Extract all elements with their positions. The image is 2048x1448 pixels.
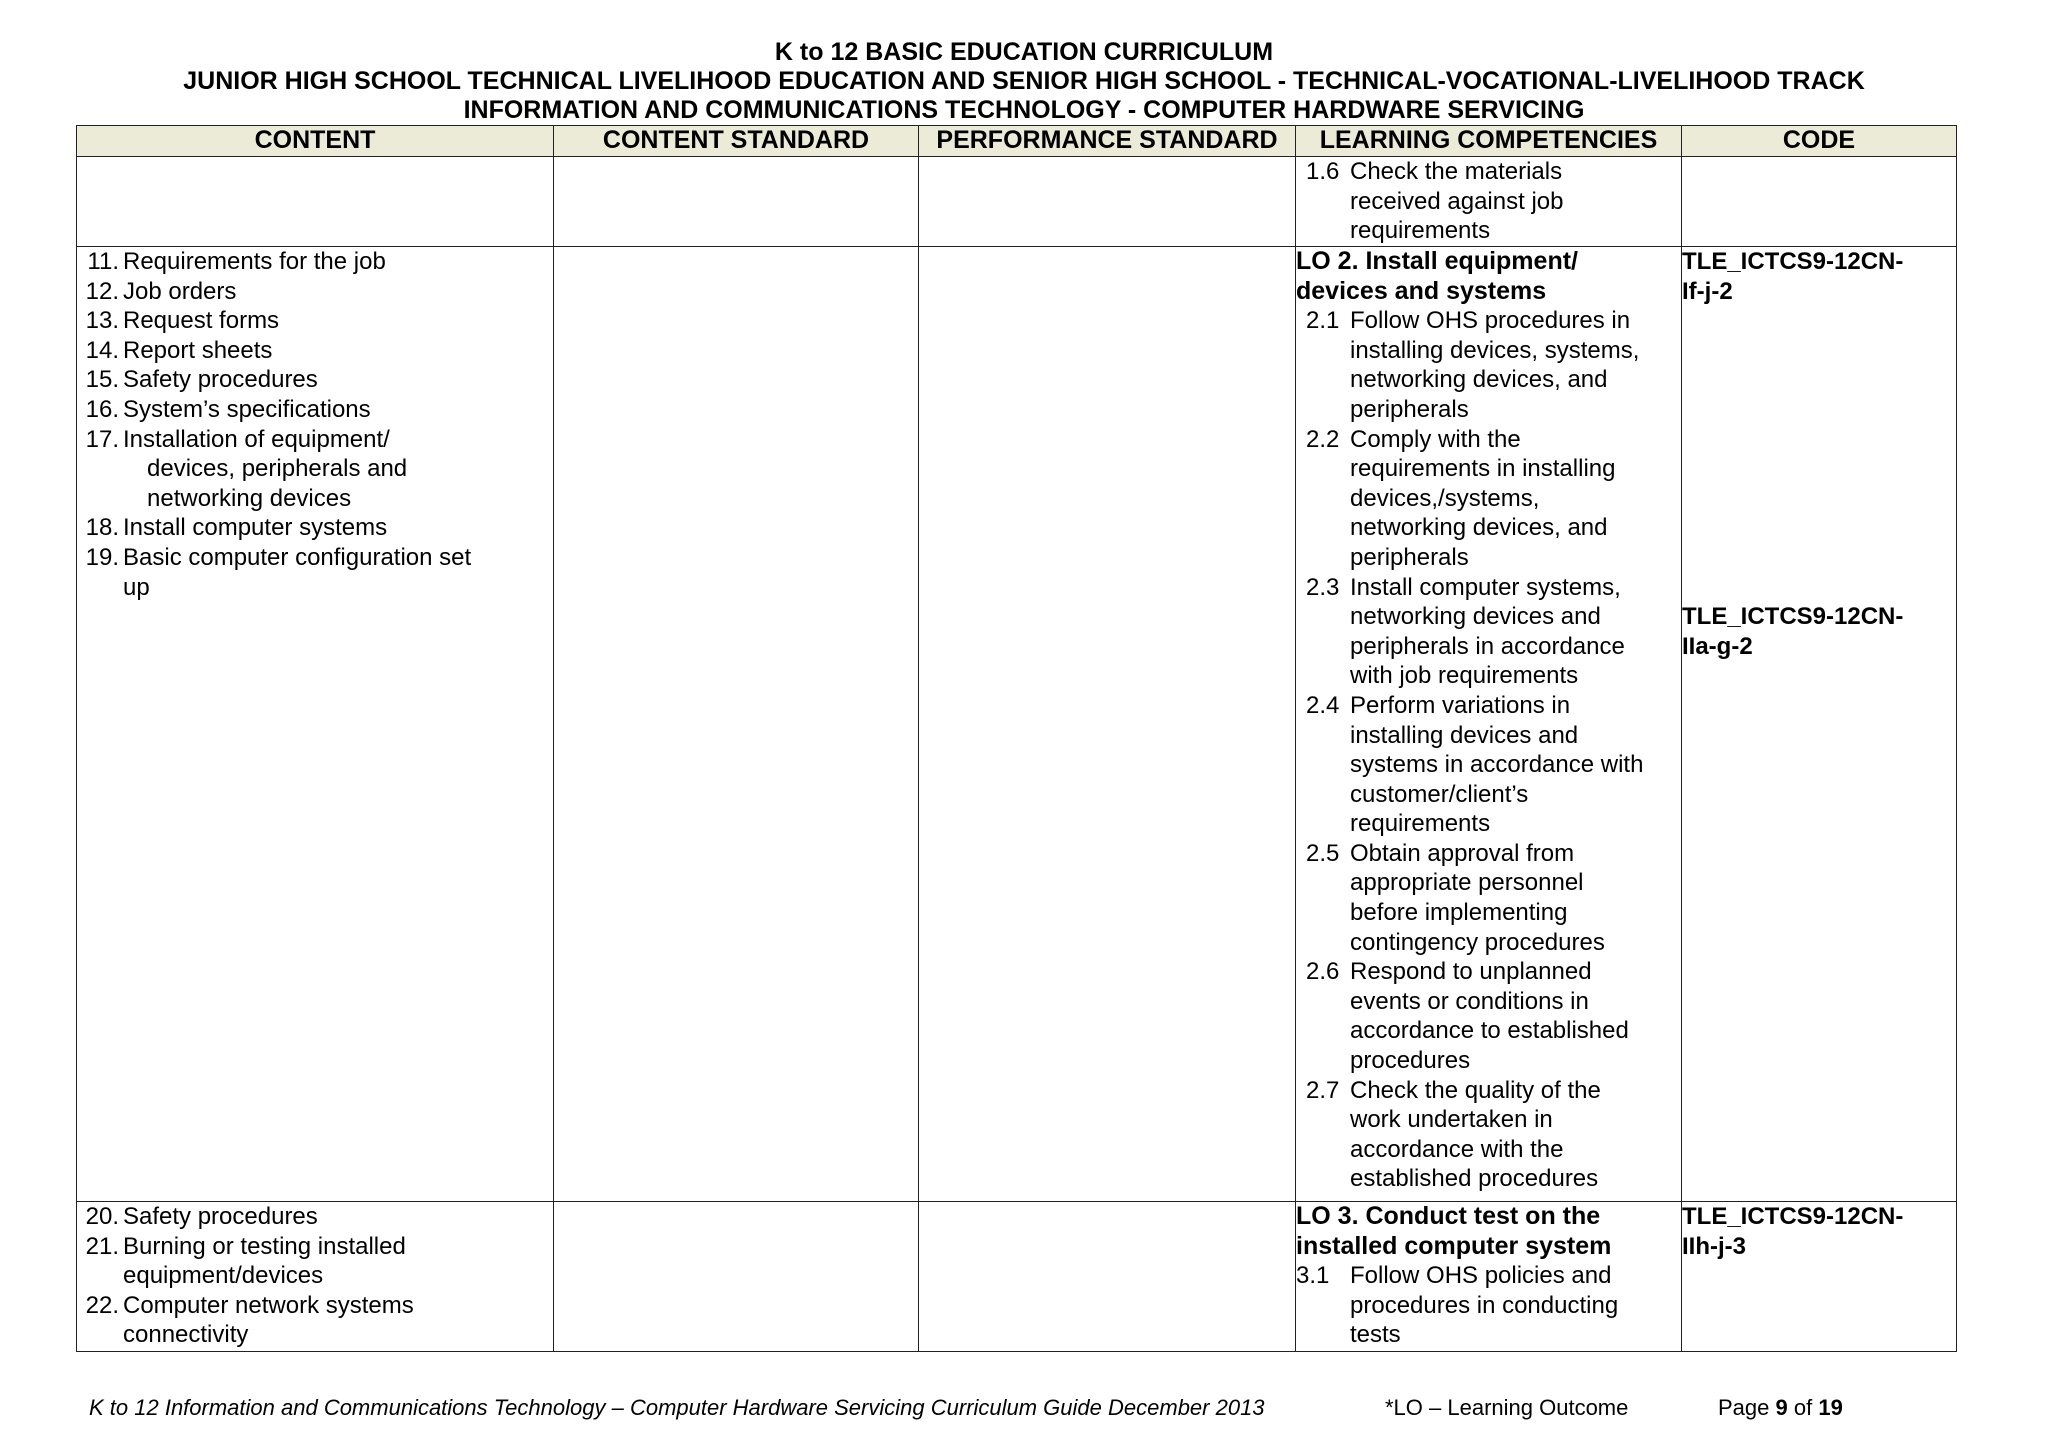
content-item-text: connectivity bbox=[123, 1321, 249, 1349]
content-item-text: Job orders bbox=[123, 277, 237, 305]
competency-line: Respond to unplanned bbox=[1350, 958, 1592, 986]
code-value: If-j-2 bbox=[1682, 277, 1733, 305]
footer-lo-note: *LO – Learning Outcome bbox=[1385, 1395, 1629, 1420]
competency-number: 2.3 bbox=[1306, 573, 1340, 601]
content-item-text: Safety procedures bbox=[123, 366, 318, 394]
competency-item bbox=[1296, 957, 1681, 1075]
competency-number: 2.7 bbox=[1306, 1076, 1340, 1104]
content-item bbox=[77, 1291, 553, 1350]
competency-number: 1.6 bbox=[1306, 158, 1340, 185]
competency-line: work undertaken in bbox=[1350, 1106, 1553, 1134]
competency-item bbox=[1296, 1076, 1681, 1194]
content-item-text: equipment/devices bbox=[123, 1262, 324, 1290]
competency-line: before implementing bbox=[1350, 899, 1568, 927]
document-title: K to 12 BASIC EDUCATION CURRICULUM bbox=[774, 38, 1274, 66]
content-item-number: 16. bbox=[85, 395, 119, 423]
code-spacer bbox=[1682, 306, 1956, 602]
competency-line: appropriate personnel bbox=[1350, 869, 1584, 897]
content-item bbox=[77, 1202, 553, 1232]
competency-number: 2.2 bbox=[1306, 425, 1340, 453]
content-item-text: Computer network systems bbox=[123, 1291, 414, 1319]
content-item-text: Burning or testing installed bbox=[123, 1232, 406, 1260]
content-cell bbox=[77, 157, 554, 247]
competency-item bbox=[1296, 573, 1681, 691]
code-cell bbox=[1682, 157, 1957, 247]
content-item-text: up bbox=[123, 573, 150, 601]
code-cell bbox=[1682, 247, 1957, 1202]
column-header-performance-standard: PERFORMANCE STANDARD bbox=[919, 126, 1296, 157]
learning-outcome-title: LO 3. Conduct test on the bbox=[1296, 1202, 1601, 1230]
content-item bbox=[77, 247, 553, 277]
competency-line: peripherals bbox=[1350, 395, 1469, 423]
content-item bbox=[77, 543, 553, 602]
competency-line: peripherals bbox=[1350, 543, 1469, 571]
content-item bbox=[77, 336, 553, 366]
competency-line: Obtain approval from bbox=[1350, 839, 1575, 867]
content-item-number: 13. bbox=[85, 307, 119, 335]
content-item-text: Report sheets bbox=[123, 336, 273, 364]
competency-item bbox=[1296, 1261, 1681, 1350]
learning-competencies-cell bbox=[1296, 247, 1682, 1202]
content-item-number: 20. bbox=[85, 1203, 119, 1230]
competency-number: 2.5 bbox=[1306, 839, 1340, 867]
page-of-label: of bbox=[1793, 1395, 1813, 1420]
competency-line: Follow OHS policies and bbox=[1350, 1262, 1612, 1290]
column-header-code: CODE bbox=[1682, 126, 1957, 157]
content-item bbox=[77, 306, 553, 336]
content-item-text: Requirements for the job bbox=[123, 248, 386, 275]
competency-item bbox=[1296, 691, 1681, 839]
learning-competencies-cell bbox=[1296, 157, 1682, 247]
content-item-text: Safety procedures bbox=[123, 1203, 318, 1230]
content-item bbox=[77, 277, 553, 307]
competency-line: contingency procedures bbox=[1350, 928, 1605, 956]
competency-line: Check the materials bbox=[1350, 158, 1563, 185]
competency-line: established procedures bbox=[1350, 1165, 1599, 1193]
content-item bbox=[77, 395, 553, 425]
performance-standard-cell bbox=[919, 1202, 1296, 1352]
code-value: TLE_ICTCS9-12CN- bbox=[1682, 248, 1904, 275]
content-item-number: 11. bbox=[87, 248, 119, 275]
competency-line: requirements in installing bbox=[1350, 455, 1616, 483]
content-standard-cell bbox=[554, 157, 919, 247]
content-item-text: Request forms bbox=[123, 307, 280, 335]
column-header-content-standard: CONTENT STANDARD bbox=[554, 126, 919, 157]
competency-number: 2.4 bbox=[1306, 691, 1340, 719]
competency-line: tests bbox=[1350, 1321, 1401, 1349]
content-item-number: 15. bbox=[85, 366, 119, 394]
footer-guide-title: K to 12 Information and Communications Technology – Computer Hardware Servicing Curriculum Guide December 2013 bbox=[89, 1395, 1265, 1420]
competency-line: customer/client’s bbox=[1350, 780, 1529, 808]
content-item-text: Basic computer configuration set bbox=[123, 543, 472, 571]
page-label: Page bbox=[1718, 1395, 1770, 1420]
competency-line: accordance with the bbox=[1350, 1135, 1564, 1163]
learning-outcome-title: installed computer system bbox=[1296, 1231, 1612, 1260]
competency-line: accordance to established bbox=[1350, 1017, 1629, 1045]
learning-competencies-cell bbox=[1296, 1202, 1682, 1352]
competency-item bbox=[1296, 306, 1681, 424]
competency-line: installing devices and bbox=[1350, 721, 1579, 749]
page-number: 9 bbox=[1775, 1395, 1788, 1420]
content-item-number: 22. bbox=[85, 1291, 119, 1319]
competency-line: procedures bbox=[1350, 1047, 1471, 1075]
competency-item bbox=[1296, 157, 1681, 246]
document-program: INFORMATION AND COMMUNICATIONS TECHNOLOGY - COMPUTER HARDWARE SERVICING bbox=[463, 96, 1585, 124]
content-item-text: System’s specifications bbox=[123, 395, 371, 423]
code-value: TLE_ICTCS9-12CN- bbox=[1682, 603, 1904, 631]
learning-outcome-title: devices and systems bbox=[1296, 276, 1547, 305]
content-item-text: Install computer systems bbox=[123, 514, 388, 542]
competency-item bbox=[1296, 839, 1681, 957]
content-item bbox=[77, 513, 553, 543]
content-standard-cell bbox=[554, 247, 919, 1202]
competency-line: with job requirements bbox=[1350, 662, 1579, 690]
competency-line: systems in accordance with bbox=[1350, 751, 1644, 779]
competency-line: devices,/systems, bbox=[1350, 484, 1540, 512]
performance-standard-cell bbox=[919, 247, 1296, 1202]
content-standard-cell bbox=[554, 1202, 919, 1352]
competency-line: Comply with the bbox=[1350, 425, 1521, 453]
competency-line: procedures in conducting bbox=[1350, 1291, 1619, 1319]
content-cell bbox=[77, 1202, 554, 1352]
competency-line: peripherals in accordance bbox=[1350, 632, 1625, 660]
competency-number: 2.1 bbox=[1306, 307, 1340, 335]
table-row bbox=[77, 1202, 1957, 1352]
content-item-number: 19. bbox=[85, 543, 119, 571]
competency-line: requirements bbox=[1350, 810, 1491, 838]
competency-line: Install computer systems, bbox=[1350, 573, 1621, 601]
content-item-number: 12. bbox=[85, 277, 119, 305]
column-header-learning-competencies: LEARNING COMPETENCIES bbox=[1296, 126, 1682, 157]
performance-standard-cell bbox=[919, 157, 1296, 247]
content-cell bbox=[77, 247, 554, 1202]
competency-line: received against job bbox=[1350, 187, 1564, 215]
competency-line: Follow OHS procedures in bbox=[1350, 307, 1631, 335]
content-item-number: 17. bbox=[85, 425, 119, 453]
table-row bbox=[77, 247, 1957, 1202]
column-header-content: CONTENT bbox=[77, 126, 554, 157]
competency-line: requirements bbox=[1350, 217, 1491, 245]
page-total: 19 bbox=[1818, 1395, 1843, 1420]
competency-line: installing devices, systems, bbox=[1350, 336, 1640, 364]
competency-line: networking devices and bbox=[1350, 603, 1601, 631]
content-item-number: 18. bbox=[85, 514, 119, 542]
competency-number: 2.6 bbox=[1306, 958, 1340, 986]
content-item-text: Installation of equipment/ bbox=[123, 425, 390, 453]
competency-line: Check the quality of the bbox=[1350, 1076, 1601, 1104]
curriculum-table bbox=[76, 125, 1957, 1352]
code-value: TLE_ICTCS9-12CN- bbox=[1682, 1203, 1904, 1230]
competency-line: networking devices, and bbox=[1350, 366, 1608, 394]
content-item-number: 14. bbox=[85, 336, 119, 364]
code-value: IIa-g-2 bbox=[1682, 632, 1753, 660]
competency-number: 3.1 bbox=[1296, 1262, 1330, 1290]
competency-line: networking devices, and bbox=[1350, 514, 1608, 542]
code-cell bbox=[1682, 1202, 1957, 1352]
code-value: IIh-j-3 bbox=[1682, 1232, 1746, 1260]
table-header-row bbox=[77, 126, 1957, 157]
document-subtitle: JUNIOR HIGH SCHOOL TECHNICAL LIVELIHOOD EDUCATION AND SENIOR HIGH SCHOOL - TECHNICAL-VOCATIONAL-LIVELIHOOD TRACK bbox=[183, 67, 1865, 95]
content-item-text: devices, peripherals and bbox=[147, 455, 408, 483]
content-item bbox=[77, 425, 553, 514]
content-item-text: networking devices bbox=[147, 484, 352, 512]
competency-line: events or conditions in bbox=[1350, 987, 1589, 1015]
content-item bbox=[77, 365, 553, 395]
competency-item bbox=[1296, 425, 1681, 573]
table-row bbox=[77, 157, 1957, 247]
competency-line: Perform variations in bbox=[1350, 691, 1571, 719]
learning-outcome-title: LO 2. Install equipment/ bbox=[1296, 247, 1578, 275]
content-item-number: 21. bbox=[85, 1232, 119, 1260]
page-indicator bbox=[1718, 1394, 1843, 1422]
content-item bbox=[77, 1232, 553, 1291]
